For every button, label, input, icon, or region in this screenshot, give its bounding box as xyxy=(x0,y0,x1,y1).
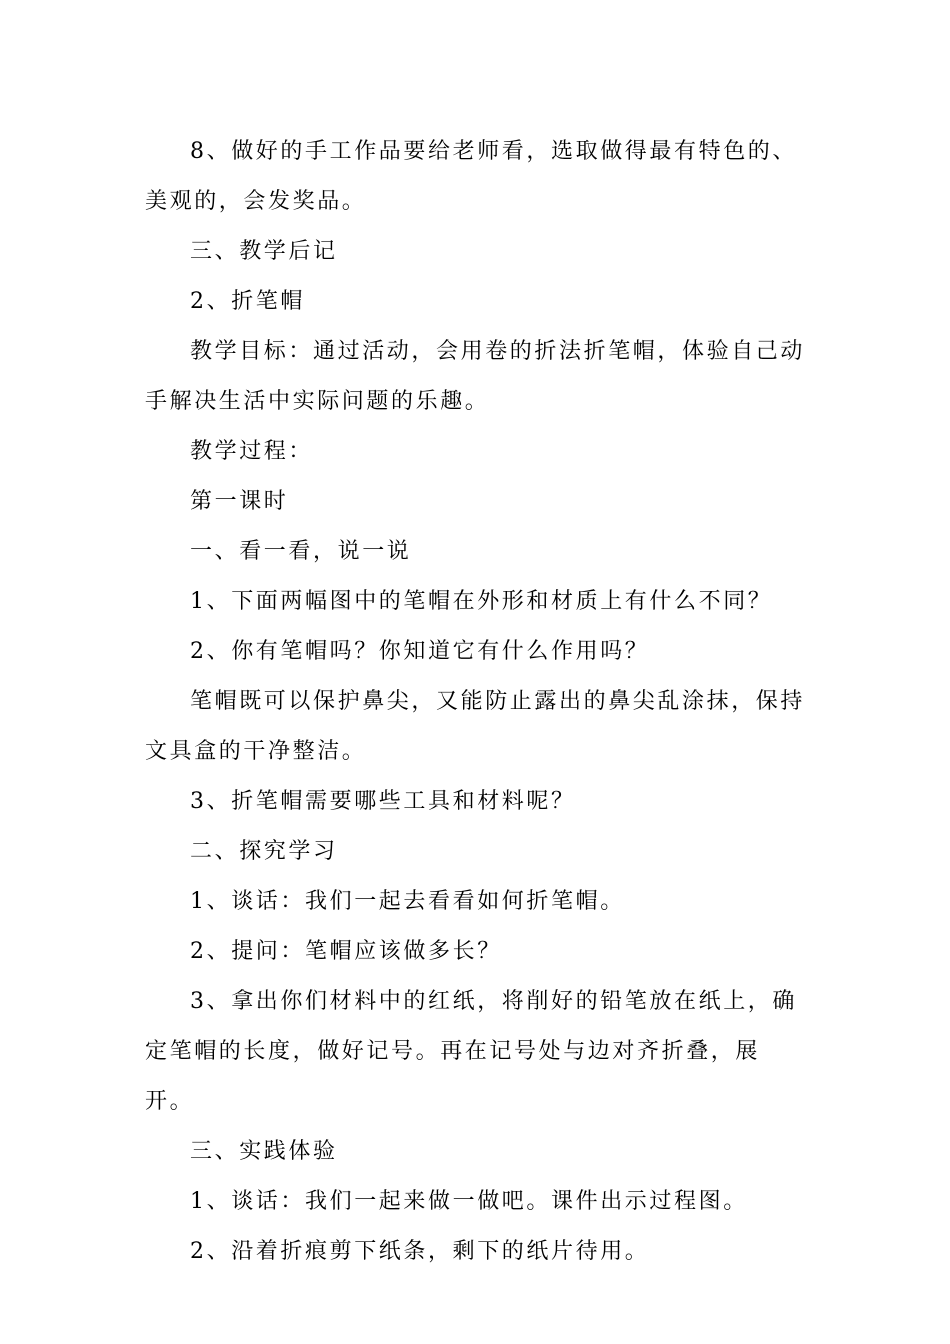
list-item: 1、下面两幅图中的笔帽在外形和材质上有什么不同？ xyxy=(190,589,773,614)
list-item: 3、拿出你们材料中的红纸，将削好的铅笔放在纸上，确定笔帽的长度，做好记号。再在记号处与边对齐折叠，展开。 xyxy=(145,989,797,1114)
paragraph: 教学目标：通过活动，会用卷的折法折笔帽，体验自己动手解决生活中实际问题的乐趣。 xyxy=(145,339,806,414)
paragraph: 教学过程： xyxy=(190,439,314,464)
paragraph: 8、做好的手工作品要给老师看，选取做得最有特色的、美观的，会发奖品。 xyxy=(145,139,797,214)
document-body xyxy=(145,127,807,1277)
list-item: 1、谈话：我们一起去看看如何折笔帽。 xyxy=(190,889,625,914)
list-item: 1、谈话：我们一起来做一做吧。课件出示过程图。 xyxy=(190,1189,748,1214)
paragraph: 第一课时 xyxy=(190,489,289,514)
section-heading: 三、教学后记 xyxy=(190,239,338,264)
section-heading: 一、看一看，说一说 xyxy=(190,539,412,564)
section-heading: 二、探究学习 xyxy=(190,839,338,864)
list-item: 2、你有笔帽吗？你知道它有什么作用吗？ xyxy=(190,639,650,664)
list-item: 3、折笔帽需要哪些工具和材料呢？ xyxy=(190,789,576,814)
list-item: 2、沿着折痕剪下纸条，剩下的纸片待用。 xyxy=(190,1239,650,1264)
paragraph: 笔帽既可以保护鼻尖，又能防止露出的鼻尖乱涂抹，保持文具盒的干净整洁。 xyxy=(145,689,806,764)
list-item: 2、提问：笔帽应该做多长？ xyxy=(190,939,502,964)
section-heading: 三、实践体验 xyxy=(190,1139,338,1164)
lesson-title: 2、折笔帽 xyxy=(190,289,305,314)
